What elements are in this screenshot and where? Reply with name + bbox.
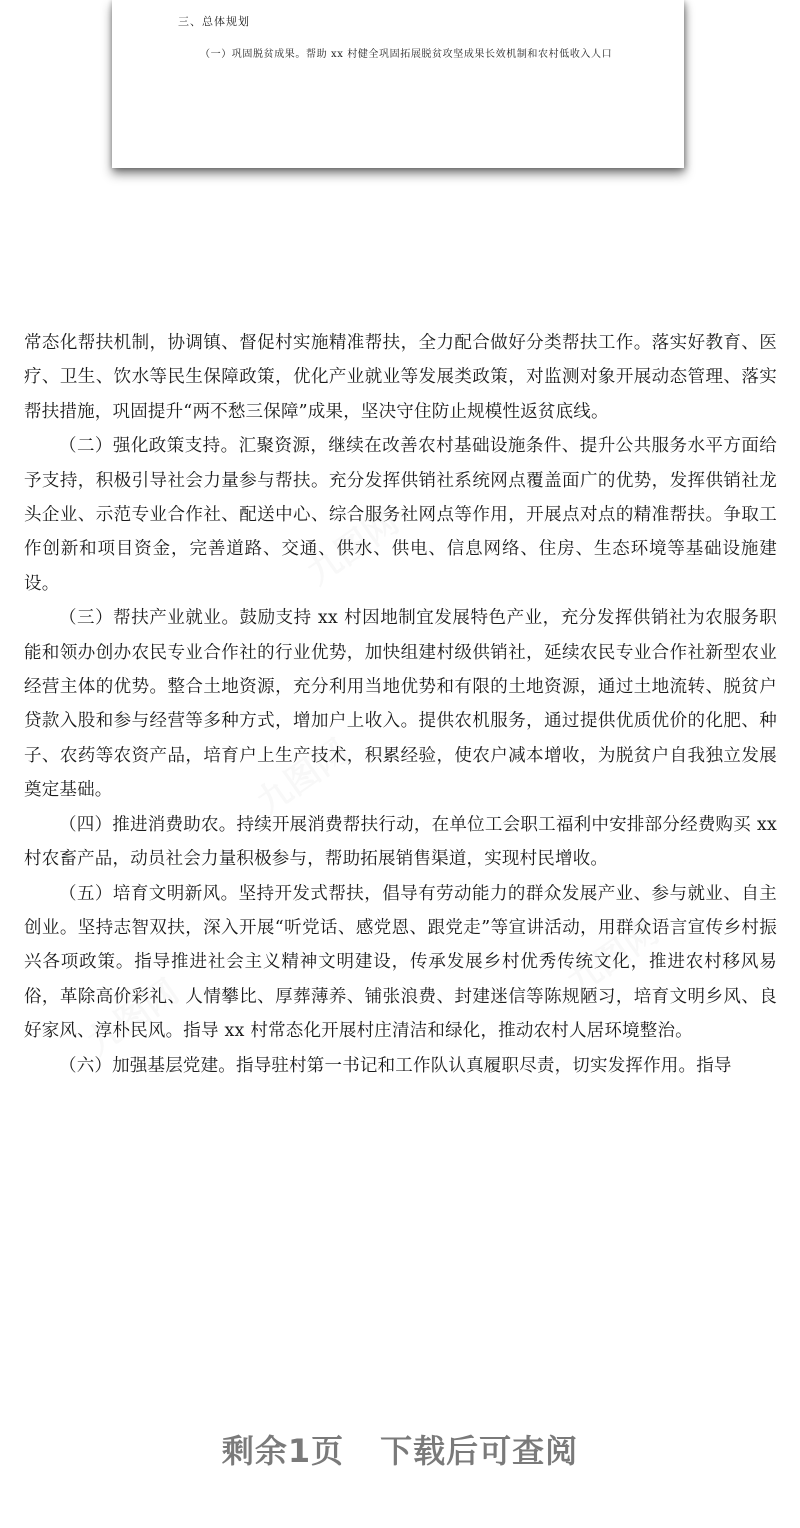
download-to-view-label: 下载后可查阅 [380,1432,579,1470]
paragraph-civilization: （五）培育文明新风。坚持开发式帮扶，倡导有劳动能力的群众发展产业、参与就业、自主创业。坚持志智双扶，深入开展“听党话、感党恩、跟党走”等宣讲活动，用群众语言宣传乡村振兴各项政策。指导推进社会主义精神文明建设，传承发展乡村优秀传统文化，推进农村移风易俗，革除高价彩礼、人情攀比、厚葬薄养、铺张浪费、封建迷信等陈规陋习，培育文明乡风、良好家风、淳朴民风。指导 xx 村常态化开展村庄清洁和绿化，推动农村人居环境整治。 [24,883,777,1042]
paragraph-policy-support: （二）强化政策支持。汇聚资源，继续在改善农村基础设施条件、提升公共服务水平方面给予支持，积极引导社会力量参与帮扶。充分发挥供销社系统网点覆盖面广的优势，发挥供销社龙头企业、示范专业合作社、配送中心、综合服务社网点等作用，开展点对点的精准帮扶。争取工作创新和项目资金，完善道路、交通、供水、供电、信息网络、住房、生态环境等基础设施建设。 [24,436,777,594]
paragraph-continuation: 常态化帮扶机制，协调镇、督促村实施精准帮扶，全力配合做好分类帮扶工作。落实好教育、医疗、卫生、饮水等民生保障政策，优化产业就业等发展类政策，对监测对象开展动态管理、落实帮扶措施，巩固提升“两不愁三保障”成果，坚决守住防止规模性返贫底线。 [24,333,777,422]
paragraph-party-building: （六）加强基层党建。指导驻村第一书记和工作队认真履职尽责，切实发挥作用。指导 [59,1055,732,1076]
watermark-text: 九图网 [79,971,187,1064]
download-remaining-banner[interactable] [0,1426,800,1472]
remaining-pages-label: 剩余1页 [221,1432,345,1470]
document-body [24,326,777,1083]
paragraph-consumption-aid: （四）推进消费助农。持续开展消费帮扶行动，在单位工会职工福利中安排部分经费购买 xx 村农畜产品，动员社会力量积极参与，帮助拓展销售渠道，实现村民增收。 [24,814,777,870]
preview-first-line: （一）巩固脱贫成果。帮助 xx 村健全巩固拓展脱贫攻坚成果长效机制和农村低收入人口 [200,49,613,60]
watermark-text: 九图网 [559,911,667,1004]
watermark-text: 九图网 [249,731,357,824]
watermark-text: 九图网 [299,501,407,594]
paragraph-industry-employment: （三）帮扶产业就业。鼓励支持 xx 村因地制宜发展特色产业，充分发挥供销社为农服务职能和领办创办农民专业合作社的行业优势，加快组建村级供销社，延续农民专业合作社新型农业经营主体的优势。整合土地资源，充分利用当地优势和有限的土地资源，通过土地流转、脱贫户贷款入股和参与经营等多种方式，增加户上收入。提供农机服务，通过提供优质优价的化肥、种子、农药等农资产品，培育户上生产技术，积累经验，使农户减本增收，为脱贫户自我独立发展奠定基础。 [24,608,777,801]
page-preview-thumbnail [112,0,684,168]
preview-section-heading: 三、总体规划 [178,15,250,28]
